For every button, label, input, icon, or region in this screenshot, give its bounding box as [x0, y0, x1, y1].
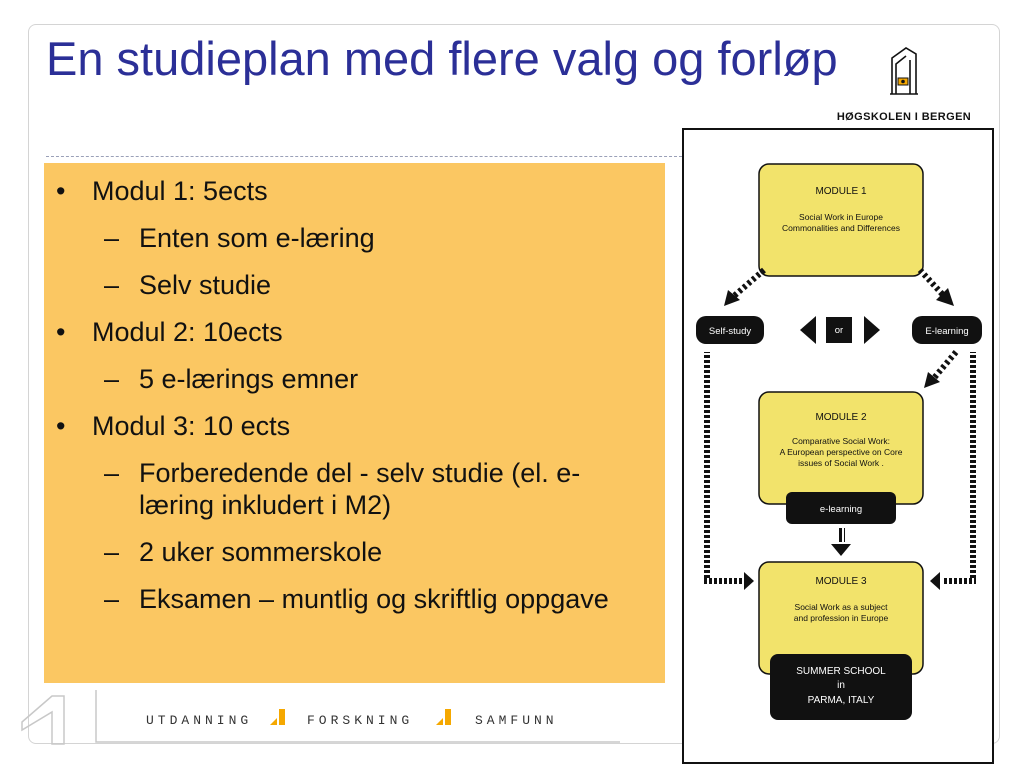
bullet-text: Forberedende del - selv studie (el. e-læring inkludert i M2)	[139, 458, 581, 520]
arrow-right-icon	[744, 572, 754, 590]
summer-school-line1: SUMMER SCHOOL	[796, 666, 886, 677]
module-diagram	[682, 128, 994, 764]
list-item	[44, 269, 665, 301]
footer-word-samfunn: SAMFUNN	[475, 713, 558, 728]
bullet-icon: •	[56, 411, 66, 441]
self-study-label: Self-study	[708, 326, 752, 337]
bullet-icon: •	[56, 317, 66, 347]
module1-line2: Commonalities and Differences	[782, 223, 900, 233]
bullet-text: Selv studie	[139, 270, 272, 300]
left-triangle-icon	[800, 316, 816, 344]
module3-heading: MODULE 3	[815, 576, 867, 587]
dash-icon: –	[104, 537, 120, 567]
module1-line1: Social Work in Europe	[799, 212, 883, 222]
list-item	[44, 536, 665, 568]
summer-school-line2: in	[837, 680, 845, 691]
list-item	[44, 316, 665, 348]
list-item	[44, 363, 665, 395]
arrow-left-icon	[930, 572, 940, 590]
bullet-text: 5 e-lærings emner	[139, 364, 359, 394]
bullet-text: 2 uker sommerskole	[139, 537, 383, 567]
module2-e-learning-label: e-learning	[819, 504, 863, 515]
bullet-text: Modul 1: 5ects	[92, 176, 268, 206]
list-item	[44, 583, 665, 615]
list-item	[44, 175, 665, 207]
bullet-text: Modul 3: 10 ects	[92, 411, 291, 441]
bullet-text: Enten som e-læring	[139, 223, 375, 253]
module2-line3: issues of Social Work .	[798, 458, 884, 468]
footer-bar-icon	[268, 705, 290, 727]
dash-icon: –	[104, 364, 120, 394]
arrow-to-self-study	[724, 270, 764, 306]
list-item	[44, 457, 665, 521]
module3-line1: Social Work as a subject	[794, 602, 888, 612]
dash-icon: –	[104, 458, 120, 488]
bullet-text: Modul 2: 10ects	[92, 317, 283, 347]
list-item	[44, 222, 665, 254]
dash-icon: –	[104, 223, 120, 253]
module2-line1: Comparative Social Work:	[791, 436, 891, 446]
module3-line2: and profession in Europe	[793, 613, 889, 623]
bullet-text: Eksamen – muntlig og skriftlig oppgave	[139, 584, 609, 614]
right-rail	[970, 352, 976, 578]
module-flowchart	[684, 130, 992, 762]
left-rail-bottom	[704, 578, 744, 584]
module2-line2: A European perspective on Core	[779, 447, 903, 457]
bullet-list	[44, 175, 665, 615]
footer-word-utdanning: UTDANNING	[146, 713, 253, 728]
dash-icon: –	[104, 584, 120, 614]
e-learning-label: E-learning	[925, 326, 969, 337]
arrow-to-e-learning	[920, 270, 954, 306]
slide-title: En studieplan med flere valg og forløp	[46, 32, 838, 85]
dash-icon: –	[104, 270, 120, 300]
right-triangle-icon	[864, 316, 880, 344]
right-rail-bottom	[942, 578, 976, 584]
left-rail	[704, 352, 710, 578]
summer-school-line3: PARMA, ITALY	[807, 695, 875, 706]
content-box	[44, 163, 665, 683]
logo-text: HØGSKOLEN I BERGEN	[836, 111, 972, 123]
footer-bar-icon	[434, 705, 456, 727]
bullet-icon: •	[56, 176, 66, 206]
list-item	[44, 410, 665, 442]
title-divider	[46, 156, 682, 157]
arrow-to-module2	[924, 352, 956, 388]
footer-word-forskning: FORSKNING	[307, 713, 414, 728]
module2-heading: MODULE 2	[815, 412, 867, 423]
or-label: or	[834, 325, 844, 336]
arrow-down-icon	[831, 528, 851, 556]
module1-heading: MODULE 1	[815, 186, 867, 197]
building-logo-icon	[826, 44, 982, 110]
hib-logo	[826, 44, 982, 128]
